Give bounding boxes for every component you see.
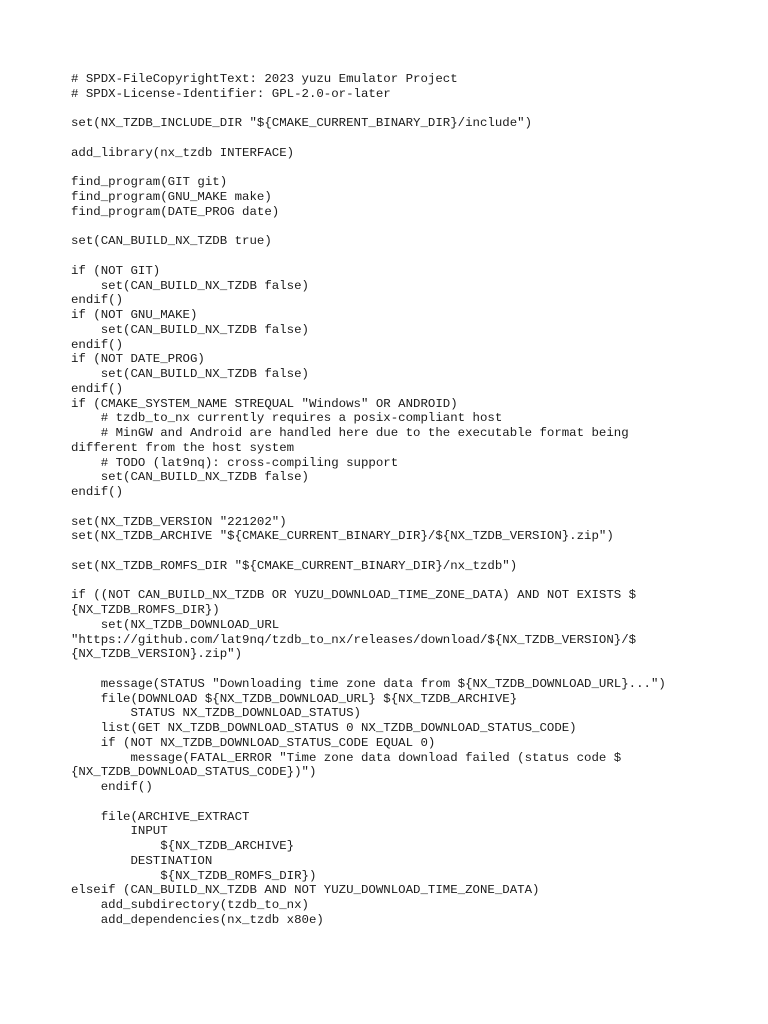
code-line: set(CAN_BUILD_NX_TZDB true)	[71, 234, 272, 249]
code-line: file(ARCHIVE_EXTRACT	[71, 809, 250, 824]
code-line: add_library(nx_tzdb INTERFACE)	[71, 145, 295, 160]
code-line: ${NX_TZDB_ROMFS_DIR})	[71, 868, 317, 883]
code-line: set(NX_TZDB_ROMFS_DIR "${CMAKE_CURRENT_BINARY_DIR}/nx_tzdb")	[71, 558, 518, 573]
code-line: file(DOWNLOAD ${NX_TZDB_DOWNLOAD_URL} ${NX_TZDB_ARCHIVE}	[71, 691, 518, 706]
code-line	[71, 161, 711, 176]
code-line	[71, 249, 711, 264]
code-line: find_program(GIT git)	[71, 175, 228, 190]
code-line: STATUS NX_TZDB_DOWNLOAD_STATUS)	[71, 706, 361, 721]
code-line: set(CAN_BUILD_NX_TZDB false)	[71, 367, 309, 381]
code-line: endif()	[71, 780, 153, 794]
code-line: {NX_TZDB_ROMFS_DIR})	[71, 603, 220, 617]
code-line: # SPDX-FileCopyrightText: 2023 yuzu Emulator Project	[71, 72, 458, 86]
code-listing	[71, 72, 711, 928]
code-line: list(GET NX_TZDB_DOWNLOAD_STATUS 0 NX_TZDB_DOWNLOAD_STATUS_CODE)	[71, 721, 577, 735]
code-line	[71, 131, 711, 146]
code-line: set(CAN_BUILD_NX_TZDB false)	[71, 322, 309, 337]
code-line: add_dependencies(nx_tzdb x80e)	[71, 912, 324, 927]
code-line: {NX_TZDB_VERSION}.zip")	[71, 647, 243, 662]
code-line: DESTINATION	[71, 853, 213, 868]
code-line: find_program(DATE_PROG date)	[71, 204, 280, 219]
code-line: message(FATAL_ERROR "Time zone data download failed (status code $	[71, 750, 622, 765]
code-line: message(STATUS "Downloading time zone data from ${NX_TZDB_DOWNLOAD_URL}...")	[71, 676, 666, 691]
code-line: set(NX_TZDB_DOWNLOAD_URL	[71, 617, 280, 632]
code-line: endif()	[71, 485, 124, 499]
code-line: set(NX_TZDB_ARCHIVE "${CMAKE_CURRENT_BINARY_DIR}/${NX_TZDB_VERSION}.zip")	[71, 529, 614, 544]
code-line: if (CMAKE_SYSTEM_NAME STREQUAL "Windows" OR ANDROID)	[71, 396, 458, 411]
code-line: INPUT	[71, 824, 168, 839]
code-line: elseif (CAN_BUILD_NX_TZDB AND NOT YUZU_DOWNLOAD_TIME_ZONE_DATA)	[71, 883, 540, 898]
code-line: endif()	[71, 381, 124, 396]
code-line	[71, 220, 711, 235]
code-line: # tzdb_to_nx currently requires a posix-compliant host	[71, 411, 503, 426]
code-line: endif()	[71, 337, 124, 352]
code-line	[71, 544, 711, 559]
code-line: if (NOT DATE_PROG)	[71, 352, 205, 367]
code-line: "https://github.com/lat9nq/tzdb_to_nx/releases/download/${NX_TZDB_VERSION}/$	[71, 632, 637, 647]
code-line: if (NOT GIT)	[71, 263, 161, 278]
code-line: if (NOT NX_TZDB_DOWNLOAD_STATUS_CODE EQUAL 0)	[71, 735, 436, 750]
code-line: if (NOT GNU_MAKE)	[71, 308, 198, 322]
code-line: # TODO (lat9nq): cross-compiling support	[71, 455, 399, 470]
code-line: find_program(GNU_MAKE make)	[71, 190, 272, 204]
code-line	[71, 500, 711, 515]
code-line	[71, 102, 711, 117]
code-line: set(NX_TZDB_INCLUDE_DIR "${CMAKE_CURRENT_BINARY_DIR}/include")	[71, 116, 533, 131]
code-line: endif()	[71, 293, 124, 308]
code-line: ${NX_TZDB_ARCHIVE}	[71, 839, 295, 853]
code-line	[71, 662, 711, 677]
code-line: set(CAN_BUILD_NX_TZDB false)	[71, 278, 309, 293]
code-line	[71, 795, 711, 810]
code-line: add_subdirectory(tzdb_to_nx)	[71, 898, 309, 912]
code-line: # MinGW and Android are handled here due to the executable format being	[71, 426, 629, 440]
code-line	[71, 574, 711, 589]
code-line: different from the host system	[71, 440, 295, 455]
code-line: # SPDX-License-Identifier: GPL-2.0-or-later	[71, 86, 391, 101]
code-line: set(NX_TZDB_VERSION "221202")	[71, 514, 287, 529]
code-line: if ((NOT CAN_BUILD_NX_TZDB OR YUZU_DOWNLOAD_TIME_ZONE_DATA) AND NOT EXISTS $	[71, 588, 637, 603]
code-line: set(CAN_BUILD_NX_TZDB false)	[71, 470, 309, 485]
code-line: {NX_TZDB_DOWNLOAD_STATUS_CODE})")	[71, 765, 317, 780]
